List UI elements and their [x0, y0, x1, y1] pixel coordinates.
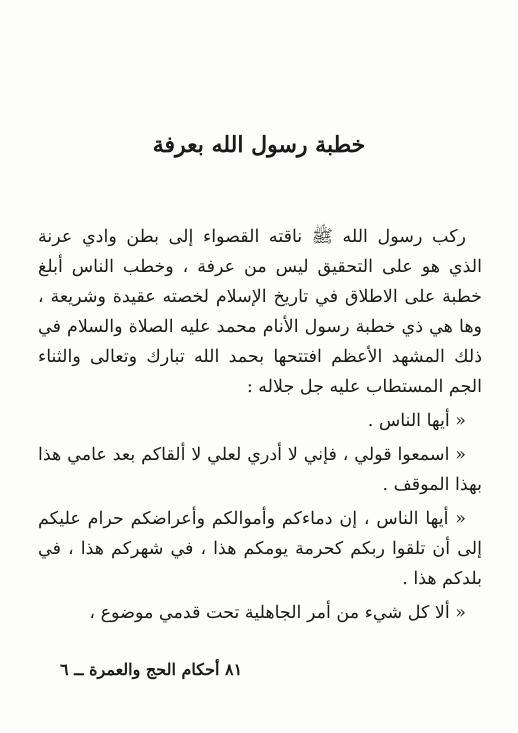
page-title: خطبة رسول الله بعرفة: [152, 132, 366, 158]
paragraph-quote-2: « اسمعوا قولي ، فإني لا أدري لعلي لا ألقاكم بعد عامي هذا بهذا الموقف .: [38, 445, 482, 495]
page-footer: [0, 660, 518, 686]
paragraph-quote-1: « أيها الناس .: [367, 411, 466, 431]
paragraph-quote-3: « أيها الناس ، إن دماءكم وأموالكم وأعراضكم حرام عليكم إلى أن تلقوا ربكم كحرمة يومكم هذا ، في شهركم هذا ، في بلدكم هذا .: [38, 509, 482, 589]
paragraph-intro: ركب رسول الله ﷺ ناقته القصواء إلى بطن وادي عرنة الذي هو على التحقيق ليس من عرفة ، وخطب الناس أبلغ خطبة على الاطلاق في تاريخ الإسلام لخصته عقيدة وشريعة ، وها هي ذي خطبة رسول الأنام محمد عليه الصلاة والسلام في ذلك المشهد الأعظم افتتحها بحمد الله تبارك وتعالى والثناء الجم المستطاب عليه جل جلاله :: [38, 227, 483, 397]
paragraph-quote-4: « ألا كل شيء من أمر الجاهلية تحت قدمي موضوع ،: [89, 603, 466, 623]
footer-page-number: ٨١ أحكام الحج والعمرة ــ ٦: [60, 660, 243, 679]
body-text: [38, 222, 482, 628]
